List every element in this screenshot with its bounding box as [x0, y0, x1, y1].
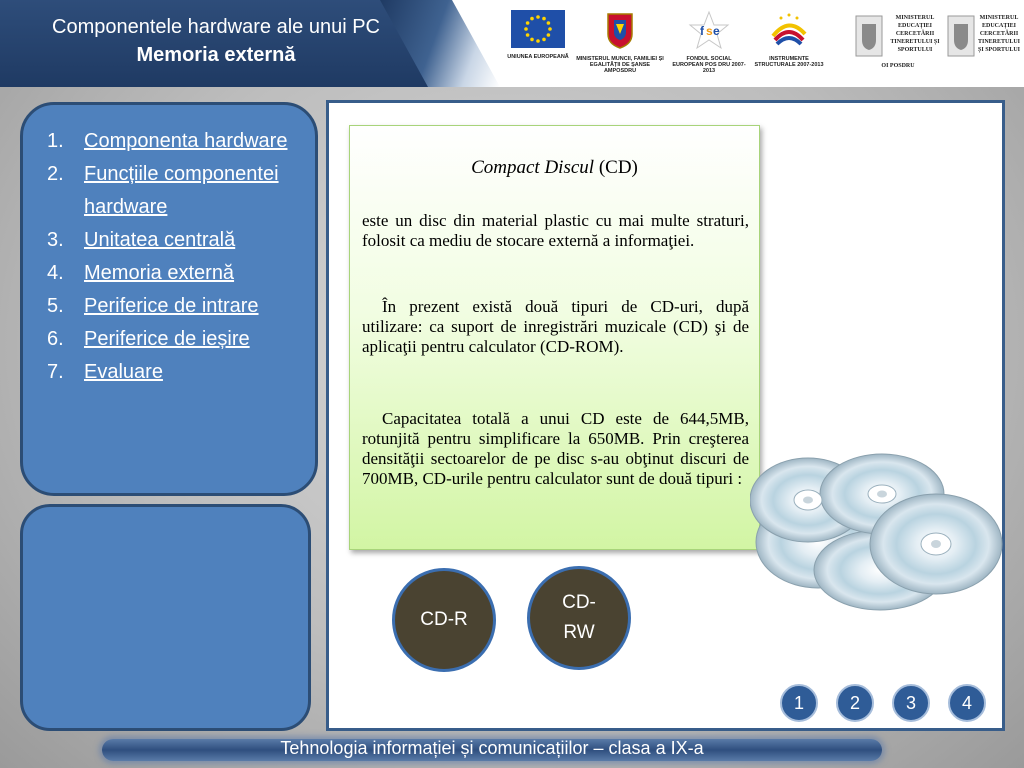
- ministry-text: MINISTERUL EDUCAȚIEI CERCETĂRII TINERETULUI ȘI SPORTULUI: [977, 15, 1020, 53]
- paragraph-definition: este un disc din material plastic cu mai multe straturi, folosit ca mediu de stocare externă a informaţiei.: [362, 211, 749, 250]
- fse-logo-icon: [672, 10, 746, 74]
- page-number: 4: [961, 692, 972, 713]
- page-number: 1: [793, 692, 804, 713]
- page-1-button[interactable]: [780, 684, 818, 722]
- nav-link[interactable]: Memoria externă: [84, 262, 235, 284]
- nav-item-number: 5.: [47, 295, 64, 317]
- nav-item-periferice-intrare[interactable]: [23, 290, 315, 323]
- nav-link[interactable]: Componenta hardware: [84, 130, 288, 152]
- page-title: Componentele hardware ale unui PC: [52, 16, 380, 38]
- title-box: [0, 0, 432, 87]
- eu-flag-icon: [506, 10, 570, 60]
- page-number: 2: [849, 692, 860, 713]
- page-2-button[interactable]: [836, 684, 874, 722]
- heading-rest: (CD): [594, 157, 638, 178]
- page-3-button[interactable]: [892, 684, 930, 722]
- svg-text:e: e: [713, 24, 720, 38]
- ministry-text: MINISTERUL EDUCAȚIEI CERCETĂRII TINERETULUI ȘI SPORTULUI: [890, 15, 940, 53]
- cd-r-button[interactable]: [392, 568, 496, 672]
- navigation-list: [23, 105, 315, 389]
- nav-item-number: 7.: [47, 361, 64, 383]
- nav-item-unitatea-centrala[interactable]: [23, 224, 315, 257]
- nav-link[interactable]: Evaluare: [84, 361, 163, 383]
- romania-coat-of-arms-icon: [574, 10, 666, 74]
- svg-text:f: f: [700, 24, 704, 38]
- cd-stack-icon: [750, 440, 1010, 620]
- logo-caption: UNIUNEA EUROPEANĂ: [507, 54, 569, 60]
- nav-item-memoria-externa[interactable]: [23, 257, 315, 290]
- header-bar: [0, 0, 1024, 87]
- nav-link[interactable]: Periferice de intrare: [84, 295, 259, 317]
- content-heading: [350, 157, 759, 179]
- footer-text: Tehnologia informației și comunicațiilor – clasa a IX-a: [280, 738, 704, 758]
- empty-panel: [20, 504, 311, 731]
- nav-item-number: 2.: [47, 163, 64, 185]
- heading-italic: Compact Discul: [471, 157, 595, 178]
- page-number: 3: [905, 692, 916, 713]
- nav-item-number: 1.: [47, 130, 64, 152]
- nav-item-evaluare[interactable]: [23, 356, 315, 389]
- ministry-caption: OI POSDRU: [881, 63, 915, 69]
- paragraph-capacity: Capacitatea totală a unui CD este de 644,5MB, rotunjită pentru simplificare la 650MB. Prin creşterea densităţii sectoarelor de pe disc s-au obţinut discuri de 700MB, CD-urile pentru calculator sunt de două tipuri :: [362, 409, 749, 488]
- nav-link[interactable]: Unitatea centrală: [84, 229, 236, 251]
- nav-item-number: 4.: [47, 262, 64, 284]
- logo-caption: MINISTERUL MUNCII, FAMILIEI ȘI EGALITĂȚII DE ȘANSE AMPOSDRU: [576, 56, 664, 74]
- nav-link[interactable]: Funcțiile componentei hardware: [84, 163, 279, 218]
- nav-link[interactable]: Periferice de ieșire: [84, 328, 250, 350]
- structural-instruments-logo-icon: [748, 10, 830, 68]
- paragraph-types: În prezent există două tipuri de CD-uri, după utilizare: ca suport de inregistrări muzicale (CD) şi de aplicaţii pentru calculator (CD-ROM).: [362, 297, 749, 356]
- logo-caption: INSTRUMENTE STRUCTURALE 2007-2013: [754, 56, 824, 68]
- logo-caption: FONDUL SOCIAL EUROPEAN POS DRU 2007-2013: [672, 56, 746, 74]
- svg-text:s: s: [706, 24, 713, 38]
- cd-rw-label: CD-RW: [562, 592, 596, 643]
- page-subtitle: Memoria externă: [136, 44, 296, 66]
- cd-r-label: CD-R: [420, 609, 468, 630]
- page-4-button[interactable]: [948, 684, 986, 722]
- nav-item-periferice-iesire[interactable]: [23, 323, 315, 356]
- nav-item-functiile[interactable]: [23, 158, 315, 224]
- navigation-panel: [20, 102, 318, 496]
- ministry-crest-icon: [854, 14, 884, 58]
- nav-item-number: 6.: [47, 328, 64, 350]
- nav-item-componenta-hardware[interactable]: [23, 125, 315, 158]
- text-box: [349, 125, 760, 550]
- cd-rw-button[interactable]: [527, 566, 631, 670]
- ministry-crest-icon: [946, 14, 976, 58]
- nav-item-number: 3.: [47, 229, 64, 251]
